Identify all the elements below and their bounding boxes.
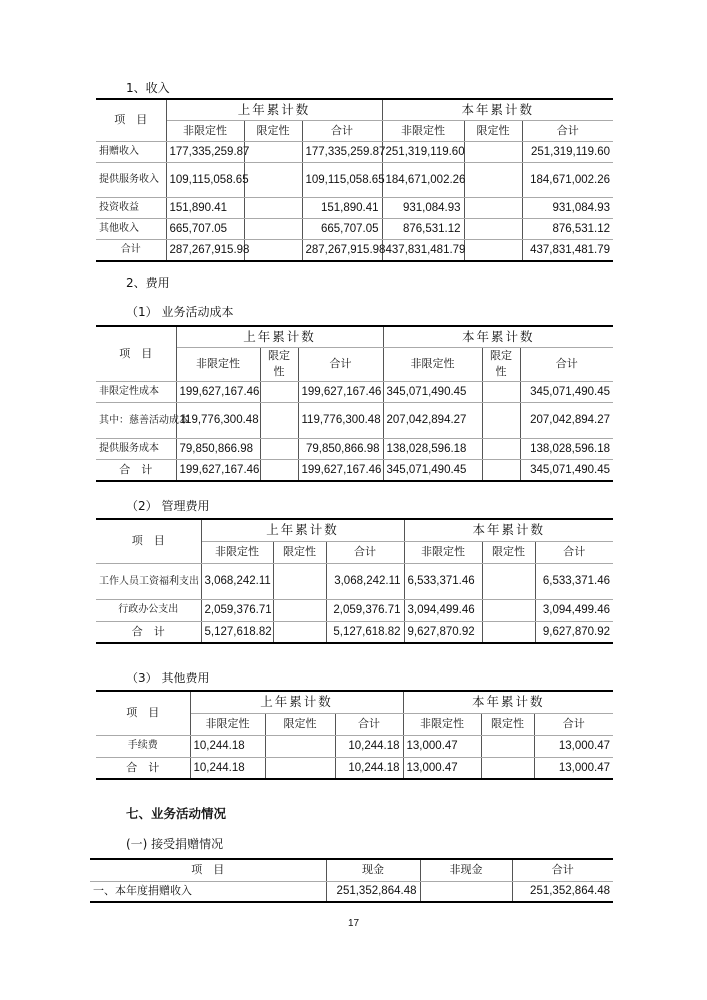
cell-prev-restricted [273,563,326,599]
cell-curr-restricted [482,563,535,599]
cell-curr-restricted [482,402,520,438]
table-row-total [96,621,613,643]
header-curr-year: 本年累计数 [403,691,613,713]
cell-curr-unrestricted: 6,533,371.46 [404,563,482,599]
header-curr-year: 本年累计数 [404,519,613,541]
section-expense-heading: 2、费用 [126,276,170,290]
cell-prev-unrestricted: 10,244.18 [190,735,265,757]
cell-prev-total: 177,335,259.87 [302,141,382,162]
cell-prev-total: 199,627,167.46 [298,381,383,402]
cell-curr-restricted [464,162,522,197]
row-label: 合 计 [96,621,201,643]
cell-curr-unrestricted: 9,627,870.92 [404,621,482,643]
header-item: 项 目 [96,691,190,735]
cell-prev-total: 287,267,915.98 [302,239,382,261]
header-prev-unrestricted: 非限定性 [166,120,244,141]
subsection-donation-heading: (一) 接受捐赠情况 [126,837,224,851]
table-row [96,599,613,621]
cell-curr-restricted [482,621,535,643]
table-row [90,881,613,902]
cell-prev-restricted [265,757,335,779]
cell-prev-unrestricted: 3,068,242.11 [201,563,273,599]
cell-curr-unrestricted: 3,094,499.46 [404,599,482,621]
cell-curr-total: 6,533,371.46 [535,563,613,599]
header-curr-unrestricted: 非限定性 [382,120,464,141]
header-prev-total: 合计 [302,120,382,141]
cell-prev-restricted [273,599,326,621]
cell-curr-restricted [482,381,520,402]
cell-prev-total: 10,244.18 [335,757,403,779]
subsection-admin-expense-heading: （2） 管理费用 [126,499,210,513]
header-prev-year: 上年累计数 [201,519,404,541]
cell-curr-total: 207,042,894.27 [520,402,613,438]
donation-table [90,858,613,903]
cell-curr-unrestricted: 138,028,596.18 [383,438,482,459]
header-curr-total: 合计 [534,713,613,735]
cell-curr-unrestricted: 345,071,490.45 [383,459,482,481]
header-item: 项 目 [90,859,326,881]
income-table [96,98,613,262]
header-item: 项 目 [96,99,166,141]
cell-prev-restricted [244,162,302,197]
cell-prev-total: 199,627,167.46 [298,459,383,481]
cell-prev-unrestricted: 287,267,915.98 [166,239,244,261]
cell-curr-unrestricted: 345,071,490.45 [383,381,482,402]
cell-curr-unrestricted: 437,831,481.79 [382,239,464,261]
table-row [96,563,613,599]
cell-prev-unrestricted: 2,059,376.71 [201,599,273,621]
header-total: 合计 [512,859,613,881]
cell-prev-restricted [260,402,298,438]
header-prev-year: 上年累计数 [190,691,403,713]
cell-curr-restricted [464,239,522,261]
cell-prev-total: 3,068,242.11 [326,563,404,599]
cell-prev-unrestricted: 151,890.41 [166,197,244,218]
cell-prev-unrestricted: 119,776,300.48 [176,402,260,438]
cell-total: 251,352,864.48 [512,881,613,902]
cell-curr-total: 138,028,596.18 [520,438,613,459]
header-curr-year: 本年累计数 [382,99,613,120]
row-label: 非限定性成本 [96,381,176,402]
header-prev-unrestricted: 非限定性 [201,541,273,563]
header-curr-restricted: 限定性 [464,120,522,141]
cell-curr-restricted [482,459,520,481]
row-label: 其他收入 [96,218,166,239]
cell-prev-total: 665,707.05 [302,218,382,239]
cell-curr-total: 876,531.12 [522,218,613,239]
cell-prev-restricted [260,438,298,459]
cell-curr-total: 931,084.93 [522,197,613,218]
cell-curr-unrestricted: 184,671,002.26 [382,162,464,197]
header-curr-year: 本年累计数 [383,326,613,347]
header-curr-unrestricted: 非限定性 [403,713,481,735]
cell-prev-total: 5,127,618.82 [326,621,404,643]
table-row [96,438,613,459]
cell-curr-total: 437,831,481.79 [522,239,613,261]
header-prev-total: 合计 [326,541,404,563]
header-curr-restricted: 限定性 [482,541,535,563]
header-prev-restricted: 限定性 [265,713,335,735]
header-prev-total: 合计 [335,713,403,735]
table-row [96,162,613,197]
subsection-activity-cost-heading: （1） 业务活动成本 [126,305,234,319]
table-row-total [96,459,613,481]
header-prev-restricted: 限定 性 [260,347,298,381]
row-label: 行政办公支出 [96,599,201,621]
header-prev-restricted: 限定性 [273,541,326,563]
header-prev-total: 合计 [298,347,383,381]
cell-curr-restricted [464,141,522,162]
row-label: 合 计 [96,459,176,481]
row-label: 捐赠收入 [96,141,166,162]
row-label: 手续费 [96,735,190,757]
admin-expense-table [96,518,613,644]
row-label: 提供服务成本 [96,438,176,459]
cell-curr-total: 345,071,490.45 [520,381,613,402]
row-label: 提供服务收入 [96,162,166,197]
header-prev-restricted: 限定性 [244,120,302,141]
cell-prev-total: 151,890.41 [302,197,382,218]
cell-curr-total: 345,071,490.45 [520,459,613,481]
subsection-other-expense-heading: （3） 其他费用 [126,671,210,685]
cell-curr-restricted [481,757,534,779]
table-row [96,197,613,218]
cell-prev-unrestricted: 199,627,167.46 [176,381,260,402]
cell-curr-total: 3,094,499.46 [535,599,613,621]
header-noncash: 非现金 [420,859,512,881]
table-row-total [96,757,613,779]
header-curr-unrestricted: 非限定性 [383,347,482,381]
cell-prev-total: 2,059,376.71 [326,599,404,621]
cell-prev-total: 119,776,300.48 [298,402,383,438]
header-curr-restricted: 限定性 [481,713,534,735]
cell-prev-restricted [260,459,298,481]
page-number: 17 [347,918,360,929]
header-item: 项 目 [96,326,176,381]
header-curr-total: 合计 [522,120,613,141]
cell-prev-restricted [265,735,335,757]
cell-prev-unrestricted: 199,627,167.46 [176,459,260,481]
header-curr-total: 合计 [520,347,613,381]
cell-curr-unrestricted: 13,000.47 [403,757,481,779]
table-row [96,218,613,239]
cell-prev-restricted [244,239,302,261]
cell-prev-restricted [273,621,326,643]
cell-prev-total: 79,850,866.98 [298,438,383,459]
cell-curr-restricted [464,197,522,218]
cell-prev-total: 10,244.18 [335,735,403,757]
cell-curr-unrestricted: 876,531.12 [382,218,464,239]
row-label: 工作人员工资福利支出 [96,563,201,599]
cell-curr-restricted [482,599,535,621]
cell-prev-unrestricted: 109,115,058.65 [166,162,244,197]
cell-curr-unrestricted: 207,042,894.27 [383,402,482,438]
cell-curr-total: 9,627,870.92 [535,621,613,643]
cell-curr-total: 251,319,119.60 [522,141,613,162]
header-curr-restricted: 限定 性 [482,347,520,381]
row-label: 一、本年度捐赠收入 [90,881,326,902]
cell-prev-unrestricted: 10,244.18 [190,757,265,779]
row-label: 合 计 [96,757,190,779]
header-prev-unrestricted: 非限定性 [190,713,265,735]
cell-prev-unrestricted: 79,850,866.98 [176,438,260,459]
row-label: 其中：慈善活动成本 [96,402,176,438]
table-row [96,381,613,402]
cell-prev-restricted [244,197,302,218]
row-label: 合计 [96,239,166,261]
cell-curr-unrestricted: 931,084.93 [382,197,464,218]
cell-noncash [420,881,512,902]
cell-prev-restricted [260,381,298,402]
cell-cash: 251,352,864.48 [326,881,420,902]
cell-curr-restricted [482,438,520,459]
section-business-activity-heading: 七、业务活动情况 [126,806,227,821]
cell-curr-total: 13,000.47 [534,735,613,757]
header-prev-unrestricted: 非限定性 [176,347,260,381]
cell-prev-unrestricted: 177,335,259.87 [166,141,244,162]
cell-curr-restricted [481,735,534,757]
table-row [96,141,613,162]
cell-prev-restricted [244,218,302,239]
cell-curr-total: 184,671,002.26 [522,162,613,197]
header-curr-unrestricted: 非限定性 [404,541,482,563]
table-row [96,402,613,438]
cell-prev-unrestricted: 665,707.05 [166,218,244,239]
cell-prev-restricted [244,141,302,162]
header-prev-year: 上年累计数 [176,326,383,347]
section-income-heading: 1、收入 [126,81,170,95]
row-label: 投资收益 [96,197,166,218]
cell-prev-total: 109,115,058.65 [302,162,382,197]
activity-cost-table [96,325,613,482]
table-row [96,735,613,757]
cell-curr-restricted [464,218,522,239]
header-cash: 现金 [326,859,420,881]
table-row-total [96,239,613,261]
cell-curr-unrestricted: 13,000.47 [403,735,481,757]
header-curr-total: 合计 [535,541,613,563]
header-item: 项 目 [96,519,201,563]
cell-curr-unrestricted: 251,319,119.60 [382,141,464,162]
other-expense-table [96,690,613,780]
cell-prev-unrestricted: 5,127,618.82 [201,621,273,643]
cell-curr-total: 13,000.47 [534,757,613,779]
header-prev-year: 上年累计数 [166,99,382,120]
